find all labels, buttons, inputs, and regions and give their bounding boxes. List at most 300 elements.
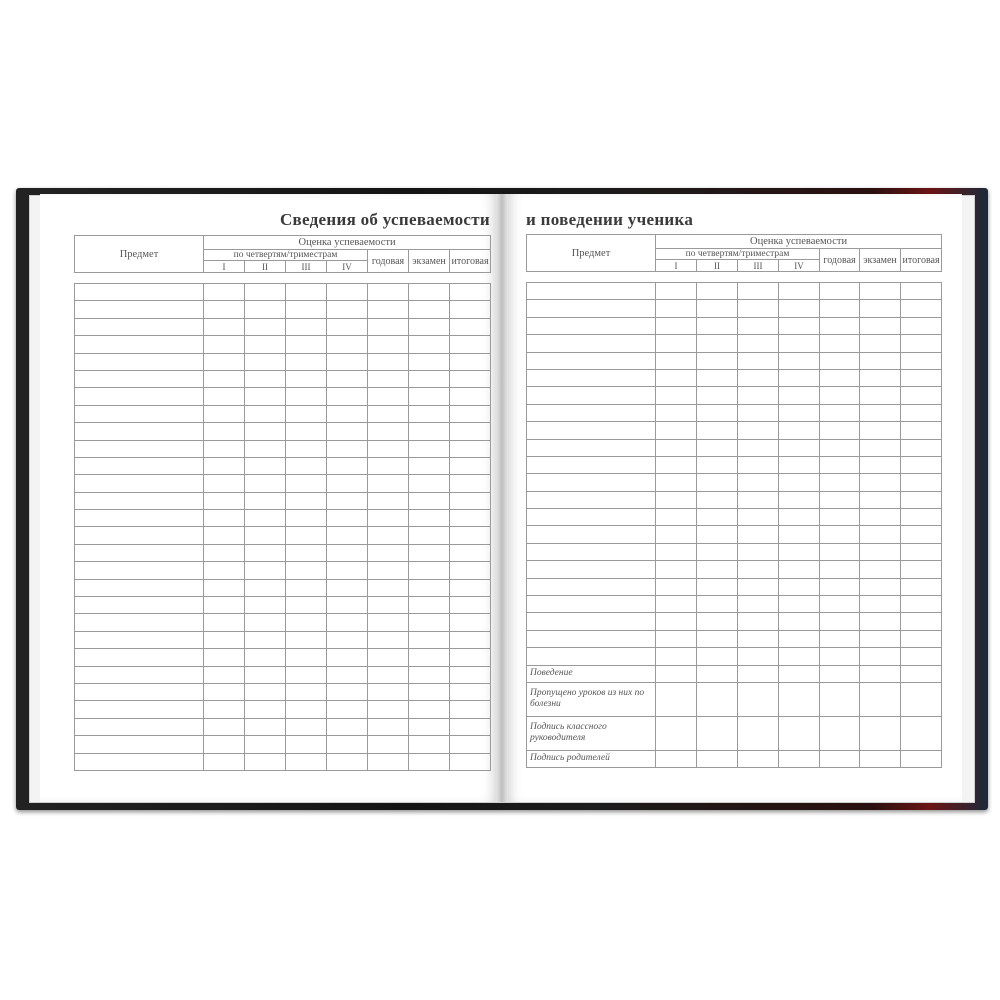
grade-cell[interactable] [327,753,368,770]
grade-cell[interactable] [327,701,368,718]
subject-cell[interactable] [527,352,656,369]
grade-cell[interactable] [204,527,245,544]
grade-cell[interactable] [697,561,738,578]
grade-cell[interactable] [860,474,901,491]
grade-cell[interactable] [368,649,409,666]
subject-cell[interactable] [75,457,204,474]
grade-cell[interactable] [779,404,820,421]
grade-cell[interactable] [450,614,491,631]
grade-cell[interactable] [245,440,286,457]
grade-cell[interactable] [820,283,860,300]
grade-cell[interactable] [779,283,820,300]
grade-cell[interactable] [204,666,245,683]
grade-cell[interactable] [450,718,491,735]
grade-cell[interactable] [697,613,738,630]
grade-cell[interactable] [820,665,860,682]
grade-cell[interactable] [409,683,450,700]
grade-cell[interactable] [204,683,245,700]
grade-cell[interactable] [368,492,409,509]
subject-cell[interactable] [75,510,204,527]
grade-cell[interactable] [327,388,368,405]
grade-cell[interactable] [204,388,245,405]
grade-cell[interactable] [820,716,860,750]
grade-cell[interactable] [779,543,820,560]
grade-cell[interactable] [409,423,450,440]
grade-cell[interactable] [286,440,327,457]
subject-cell[interactable] [527,474,656,491]
grade-cell[interactable] [286,336,327,353]
subject-cell[interactable] [527,561,656,578]
grade-cell[interactable] [860,578,901,595]
grade-cell[interactable] [245,666,286,683]
grade-cell[interactable] [450,440,491,457]
grade-cell[interactable] [697,300,738,317]
grade-cell[interactable] [860,317,901,334]
grade-cell[interactable] [245,701,286,718]
grade-cell[interactable] [860,456,901,473]
grade-cell[interactable] [820,439,860,456]
grade-cell[interactable] [656,369,697,386]
grade-cell[interactable] [656,578,697,595]
grade-cell[interactable] [368,423,409,440]
grade-cell[interactable] [450,666,491,683]
subject-cell[interactable] [527,404,656,421]
grade-cell[interactable] [697,335,738,352]
grade-cell[interactable] [327,405,368,422]
grade-cell[interactable] [697,682,738,716]
grade-cell[interactable] [368,614,409,631]
grade-cell[interactable] [820,300,860,317]
grade-cell[interactable] [327,544,368,561]
grade-cell[interactable] [327,301,368,318]
grade-cell[interactable] [245,388,286,405]
subject-cell[interactable] [527,439,656,456]
grade-cell[interactable] [656,352,697,369]
grade-cell[interactable] [738,491,779,508]
grade-cell[interactable] [697,369,738,386]
grade-cell[interactable] [245,597,286,614]
grade-cell[interactable] [286,457,327,474]
grade-cell[interactable] [245,614,286,631]
grade-cell[interactable] [860,491,901,508]
grade-cell[interactable] [860,300,901,317]
grade-cell[interactable] [656,317,697,334]
grade-cell[interactable] [779,456,820,473]
grade-cell[interactable] [409,475,450,492]
grade-cell[interactable] [779,526,820,543]
subject-cell[interactable] [75,683,204,700]
grade-cell[interactable] [820,750,860,767]
subject-cell[interactable] [75,353,204,370]
grade-cell[interactable] [368,457,409,474]
grade-cell[interactable] [697,422,738,439]
grade-cell[interactable] [697,404,738,421]
grade-cell[interactable] [368,631,409,648]
grade-cell[interactable] [450,423,491,440]
grade-cell[interactable] [820,335,860,352]
grade-cell[interactable] [697,387,738,404]
grade-cell[interactable] [286,388,327,405]
grade-cell[interactable] [860,335,901,352]
grade-cell[interactable] [738,613,779,630]
grade-cell[interactable] [368,562,409,579]
grade-cell[interactable] [738,439,779,456]
subject-cell[interactable] [527,369,656,386]
grade-cell[interactable] [738,561,779,578]
subject-cell[interactable] [75,388,204,405]
grade-cell[interactable] [901,300,942,317]
grade-cell[interactable] [286,579,327,596]
grade-cell[interactable] [901,283,942,300]
grade-cell[interactable] [245,753,286,770]
subject-cell[interactable] [527,648,656,665]
grade-cell[interactable] [901,474,942,491]
subject-cell[interactable] [527,422,656,439]
grade-cell[interactable] [450,527,491,544]
grade-cell[interactable] [697,456,738,473]
grade-cell[interactable] [245,370,286,387]
grade-cell[interactable] [409,649,450,666]
grade-cell[interactable] [656,387,697,404]
grade-cell[interactable] [656,665,697,682]
subject-cell[interactable] [527,456,656,473]
subject-cell[interactable] [75,631,204,648]
subject-cell[interactable] [75,336,204,353]
grade-cell[interactable] [820,387,860,404]
subject-cell[interactable] [527,578,656,595]
grade-cell[interactable] [409,353,450,370]
subject-cell[interactable] [75,544,204,561]
grade-cell[interactable] [656,335,697,352]
grade-cell[interactable] [656,750,697,767]
grade-cell[interactable] [697,716,738,750]
subject-cell[interactable] [75,753,204,770]
grade-cell[interactable] [245,405,286,422]
grade-cell[interactable] [779,335,820,352]
grade-cell[interactable] [286,475,327,492]
grade-cell[interactable] [779,578,820,595]
grade-cell[interactable] [204,318,245,335]
grade-cell[interactable] [286,510,327,527]
grade-cell[interactable] [368,284,409,301]
grade-cell[interactable] [450,388,491,405]
grade-cell[interactable] [697,578,738,595]
subject-cell[interactable] [527,543,656,560]
subject-cell[interactable] [75,440,204,457]
grade-cell[interactable] [368,336,409,353]
grade-cell[interactable] [368,353,409,370]
grade-cell[interactable] [738,543,779,560]
grade-cell[interactable] [450,475,491,492]
grade-cell[interactable] [860,630,901,647]
grade-cell[interactable] [327,527,368,544]
grade-cell[interactable] [738,665,779,682]
grade-cell[interactable] [860,561,901,578]
grade-cell[interactable] [327,666,368,683]
grade-cell[interactable] [327,457,368,474]
grade-cell[interactable] [656,682,697,716]
grade-cell[interactable] [286,370,327,387]
subject-cell[interactable] [527,491,656,508]
grade-cell[interactable] [204,614,245,631]
grade-cell[interactable] [738,422,779,439]
grade-cell[interactable] [901,578,942,595]
subject-cell[interactable] [75,597,204,614]
grade-cell[interactable] [738,474,779,491]
grade-cell[interactable] [820,596,860,613]
grade-cell[interactable] [860,422,901,439]
grade-cell[interactable] [697,630,738,647]
grade-cell[interactable] [820,682,860,716]
grade-cell[interactable] [901,509,942,526]
grade-cell[interactable] [327,423,368,440]
subject-cell[interactable] [75,736,204,753]
grade-cell[interactable] [286,562,327,579]
grade-cell[interactable] [738,404,779,421]
grade-cell[interactable] [656,491,697,508]
subject-cell[interactable] [527,630,656,647]
grade-cell[interactable] [697,283,738,300]
grade-cell[interactable] [860,648,901,665]
grade-cell[interactable] [738,526,779,543]
grade-cell[interactable] [245,527,286,544]
grade-cell[interactable] [286,544,327,561]
grade-cell[interactable] [327,597,368,614]
grade-cell[interactable] [204,370,245,387]
subject-cell[interactable] [527,613,656,630]
grade-cell[interactable] [656,300,697,317]
grade-cell[interactable] [901,750,942,767]
grade-cell[interactable] [779,682,820,716]
grade-cell[interactable] [204,736,245,753]
subject-cell[interactable] [75,718,204,735]
grade-cell[interactable] [738,596,779,613]
grade-cell[interactable] [738,630,779,647]
grade-cell[interactable] [327,492,368,509]
grade-cell[interactable] [286,405,327,422]
subject-cell[interactable] [75,318,204,335]
grade-cell[interactable] [901,352,942,369]
grade-cell[interactable] [409,388,450,405]
grade-cell[interactable] [450,649,491,666]
grade-cell[interactable] [450,405,491,422]
grade-cell[interactable] [860,369,901,386]
subject-cell[interactable] [527,317,656,334]
grade-cell[interactable] [820,648,860,665]
grade-cell[interactable] [409,336,450,353]
grade-cell[interactable] [450,701,491,718]
grade-cell[interactable] [286,301,327,318]
grade-cell[interactable] [245,544,286,561]
grade-cell[interactable] [204,336,245,353]
grade-cell[interactable] [738,456,779,473]
grade-cell[interactable] [901,596,942,613]
grade-cell[interactable] [738,387,779,404]
grade-cell[interactable] [860,509,901,526]
grade-cell[interactable] [697,665,738,682]
grade-cell[interactable] [204,753,245,770]
grade-cell[interactable] [779,422,820,439]
grade-cell[interactable] [245,353,286,370]
grade-cell[interactable] [738,716,779,750]
grade-cell[interactable] [286,649,327,666]
grade-cell[interactable] [368,579,409,596]
grade-cell[interactable] [450,301,491,318]
subject-cell[interactable] [75,527,204,544]
grade-cell[interactable] [327,683,368,700]
grade-cell[interactable] [409,544,450,561]
grade-cell[interactable] [327,579,368,596]
grade-cell[interactable] [860,750,901,767]
grade-cell[interactable] [697,648,738,665]
grade-cell[interactable] [409,527,450,544]
grade-cell[interactable] [860,404,901,421]
subject-cell[interactable] [527,526,656,543]
grade-cell[interactable] [204,284,245,301]
grade-cell[interactable] [327,562,368,579]
grade-cell[interactable] [450,544,491,561]
grade-cell[interactable] [656,596,697,613]
grade-cell[interactable] [327,284,368,301]
grade-cell[interactable] [327,318,368,335]
grade-cell[interactable] [738,369,779,386]
grade-cell[interactable] [327,370,368,387]
grade-cell[interactable] [779,387,820,404]
grade-cell[interactable] [860,716,901,750]
grade-cell[interactable] [409,562,450,579]
grade-cell[interactable] [820,509,860,526]
grade-cell[interactable] [245,492,286,509]
grade-cell[interactable] [245,423,286,440]
grade-cell[interactable] [779,474,820,491]
grade-cell[interactable] [450,510,491,527]
grade-cell[interactable] [204,423,245,440]
grade-cell[interactable] [697,526,738,543]
grade-cell[interactable] [901,369,942,386]
grade-cell[interactable] [738,750,779,767]
grade-cell[interactable] [656,422,697,439]
grade-cell[interactable] [820,543,860,560]
grade-cell[interactable] [245,318,286,335]
grade-cell[interactable] [860,439,901,456]
grade-cell[interactable] [697,474,738,491]
grade-cell[interactable] [245,631,286,648]
grade-cell[interactable] [450,562,491,579]
grade-cell[interactable] [697,596,738,613]
grade-cell[interactable] [779,300,820,317]
grade-cell[interactable] [656,543,697,560]
grade-cell[interactable] [409,666,450,683]
grade-cell[interactable] [656,716,697,750]
grade-cell[interactable] [860,613,901,630]
subject-cell[interactable] [75,649,204,666]
grade-cell[interactable] [738,352,779,369]
grade-cell[interactable] [779,352,820,369]
subject-cell[interactable] [75,614,204,631]
grade-cell[interactable] [409,614,450,631]
grade-cell[interactable] [245,562,286,579]
grade-cell[interactable] [450,336,491,353]
grade-cell[interactable] [656,648,697,665]
grade-cell[interactable] [820,456,860,473]
grade-cell[interactable] [409,753,450,770]
grade-cell[interactable] [901,682,942,716]
grade-cell[interactable] [697,491,738,508]
grade-cell[interactable] [820,352,860,369]
grade-cell[interactable] [450,492,491,509]
grade-cell[interactable] [820,317,860,334]
grade-cell[interactable] [779,561,820,578]
subject-cell[interactable] [75,701,204,718]
grade-cell[interactable] [656,456,697,473]
grade-cell[interactable] [697,509,738,526]
grade-cell[interactable] [245,336,286,353]
grade-cell[interactable] [656,404,697,421]
grade-cell[interactable] [409,457,450,474]
subject-cell[interactable] [75,562,204,579]
grade-cell[interactable] [286,284,327,301]
grade-cell[interactable] [656,509,697,526]
grade-cell[interactable] [901,317,942,334]
grade-cell[interactable] [327,631,368,648]
grade-cell[interactable] [204,649,245,666]
grade-cell[interactable] [779,439,820,456]
grade-cell[interactable] [901,335,942,352]
grade-cell[interactable] [286,527,327,544]
grade-cell[interactable] [368,683,409,700]
grade-cell[interactable] [697,317,738,334]
grade-cell[interactable] [779,509,820,526]
subject-cell[interactable] [75,301,204,318]
grade-cell[interactable] [697,352,738,369]
grade-cell[interactable] [450,457,491,474]
grade-cell[interactable] [286,492,327,509]
grade-cell[interactable] [860,283,901,300]
grade-cell[interactable] [327,353,368,370]
grade-cell[interactable] [820,526,860,543]
grade-cell[interactable] [450,683,491,700]
grade-cell[interactable] [368,318,409,335]
grade-cell[interactable] [327,475,368,492]
grade-cell[interactable] [450,353,491,370]
grade-cell[interactable] [245,736,286,753]
grade-cell[interactable] [327,614,368,631]
grade-cell[interactable] [286,631,327,648]
grade-cell[interactable] [656,283,697,300]
grade-cell[interactable] [779,630,820,647]
grade-cell[interactable] [204,440,245,457]
grade-cell[interactable] [738,648,779,665]
grade-cell[interactable] [409,318,450,335]
subject-cell[interactable] [527,335,656,352]
grade-cell[interactable] [204,405,245,422]
grade-cell[interactable] [204,301,245,318]
grade-cell[interactable] [286,736,327,753]
grade-cell[interactable] [245,718,286,735]
grade-cell[interactable] [204,701,245,718]
grade-cell[interactable] [204,718,245,735]
grade-cell[interactable] [204,579,245,596]
subject-cell[interactable] [75,284,204,301]
grade-cell[interactable] [245,457,286,474]
grade-cell[interactable] [204,544,245,561]
grade-cell[interactable] [656,439,697,456]
grade-cell[interactable] [327,649,368,666]
grade-cell[interactable] [450,753,491,770]
grade-cell[interactable] [738,317,779,334]
grade-cell[interactable] [368,718,409,735]
subject-cell[interactable] [75,475,204,492]
